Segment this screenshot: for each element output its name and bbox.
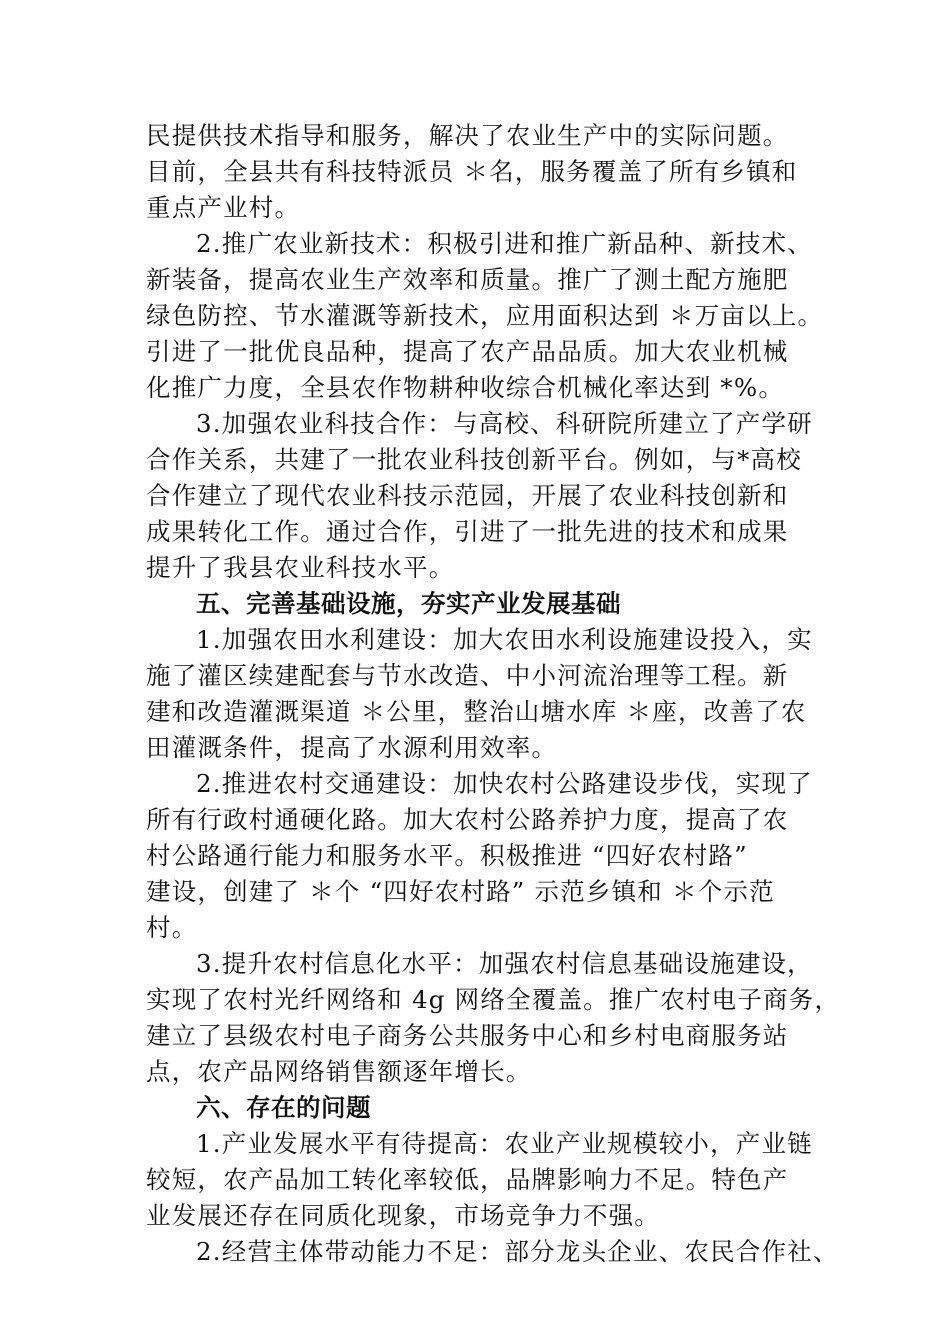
paragraph-line: 业发展还存在同质化现象，市场竞争力不强。: [146, 1201, 660, 1230]
paragraph-line: 1.产业发展水平有待提高：农业产业规模较小，产业链: [196, 1129, 813, 1158]
document-body: [146, 118, 841, 1270]
section-heading: 六、存在的问题: [196, 1093, 371, 1122]
paragraph-line: 成果转化工作。通过合作，引进了一批先进的技术和成果: [146, 517, 789, 546]
paragraph-line: 2.推进农村交通建设：加快农村公路建设步伐，实现了: [196, 769, 813, 798]
paragraph-line: 民提供技术指导和服务，解决了农业生产中的实际问题。: [146, 121, 789, 150]
paragraph-line: 绿色防控、节水灌溉等新技术，应用面积达到 ＊万亩以上。: [146, 301, 824, 330]
paragraph-line: 较短，农产品加工转化率较低，品牌影响力不足。特色产: [146, 1165, 789, 1194]
paragraph-line: 点，农产品网络销售额逐年增长。: [146, 1057, 532, 1086]
paragraph-line: 新装备，提高农业生产效率和质量。推广了测土配方施肥: [146, 265, 789, 294]
paragraph-line: 2.推广农业新技术：积极引进和推广新品种、新技术、: [196, 229, 813, 258]
paragraph-line: 3.加强农业科技合作：与高校、科研院所建立了产学研: [196, 409, 813, 438]
paragraph-line: 建设，创建了 ＊个 “四好农村路” 示范乡镇和 ＊个示范: [146, 877, 775, 906]
paragraph-line: 田灌溉条件，提高了水源利用效率。: [146, 733, 558, 762]
paragraph-line: 1.加强农田水利建设：加大农田水利设施建设投入，实: [196, 625, 813, 654]
section-heading: 五、完善基础设施，夯实产业发展基础: [196, 589, 621, 618]
paragraph-line: 所有行政村通硬化路。加大农村公路养护力度，提高了农: [146, 805, 789, 834]
paragraph-line: 目前，全县共有科技特派员 ＊名，服务覆盖了所有乡镇和: [146, 157, 798, 186]
paragraph-line: 村公路通行能力和服务水平。积极推进 “四好农村路”: [146, 841, 748, 870]
paragraph-line: 实现了农村光纤网络和 4g 网络全覆盖。推广农村电子商务，: [146, 985, 841, 1014]
paragraph-line: 施了灌区续建配套与节水改造、中小河流治理等工程。新: [146, 661, 789, 690]
paragraph-line: 2.经营主体带动能力不足：部分龙头企业、农民合作社、: [196, 1237, 839, 1266]
paragraph-line: 村。: [146, 913, 198, 942]
paragraph-line: 引进了一批优良品种，提高了农产品品质。加大农业机械: [146, 337, 789, 366]
paragraph-line: 合作建立了现代农业科技示范园，开展了农业科技创新和: [146, 481, 789, 510]
paragraph-line: 3.提升农村信息化水平：加强农村信息基础设施建设，: [196, 949, 813, 978]
paragraph-line: 重点产业村。: [146, 193, 301, 222]
paragraph-line: 建立了县级农村电子商务公共服务中心和乡村电商服务站: [146, 1021, 789, 1050]
paragraph-line: 合作关系，共建了一批农业科技创新平台。例如，与*高校: [146, 445, 802, 474]
paragraph-line: 建和改造灌溉渠道 ＊公里，整治山塘水库 ＊座，改善了农: [146, 697, 807, 726]
paragraph-line: 提升了我县农业科技水平。: [146, 553, 455, 582]
paragraph-line: 化推广力度，全县农作物耕种收综合机械化率达到 *%。: [146, 373, 785, 402]
